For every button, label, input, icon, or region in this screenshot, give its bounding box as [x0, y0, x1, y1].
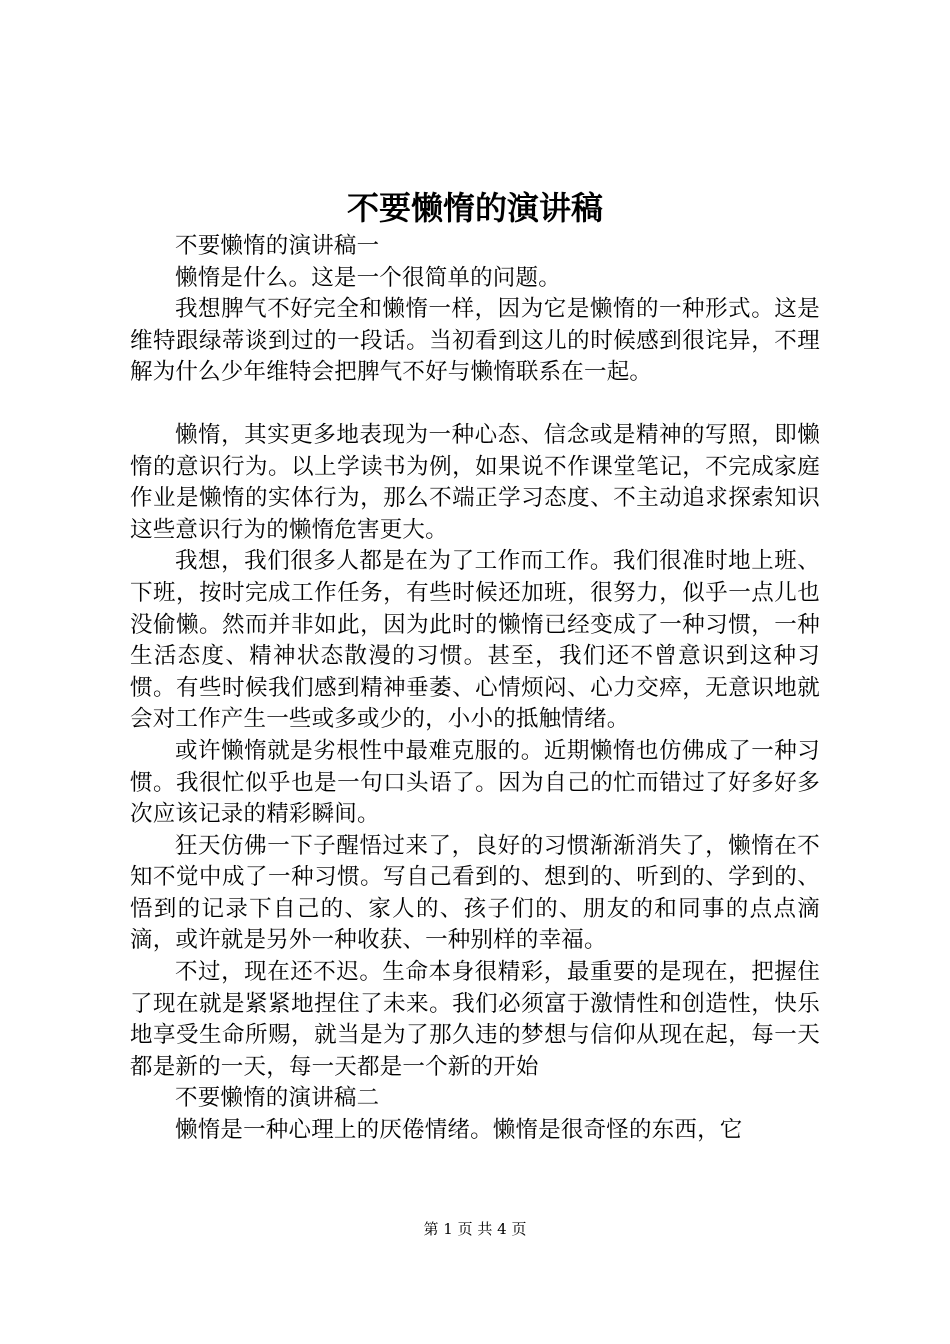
paragraph: 我想脾气不好完全和懒惰一样，因为它是懒惰的一种形式。这是维特跟绿蒂谈到过的一段话。当初看到这儿的时候感到很诧异，不理解为什么少年维特会把脾气不好与懒惰联系在一起。: [130, 296, 820, 386]
section-heading-1: 不要懒惰的演讲稿一: [175, 233, 380, 259]
page-title: 不要懒惰的演讲稿: [346, 189, 603, 227]
paragraph: 狂天仿佛一下子醒悟过来了，良好的习惯渐渐消失了，懒惰在不知不觉中成了一种习惯。写自己看到的、想到的、听到的、学到的、悟到的记录下自己的、家人的、孩子们的、朋友的和同事的点点滴滴，或许就是另外一种收获、一种别样的幸福。: [130, 832, 820, 954]
document-body: [130, 231, 820, 1147]
paragraph: 懒惰是什么。这是一个很简单的问题。: [175, 264, 561, 291]
paragraph: 不过，现在还不迟。生命本身很精彩，最重要的是现在，把握住了现在就是紧紧地捏住了未来。我们必须富于激情性和创造性，快乐地享受生命所赐，就当是为了那久违的梦想与信仰从现在起，每一天都是新的一天，每一天都是一个新的开始: [130, 959, 820, 1080]
paragraph: 懒惰，其实更多地表现为一种心态、信念或是精神的写照，即懒惰的意识行为。以上学读书为例，如果说不作课堂笔记，不完成家庭作业是懒惰的实体行为，那么不端正学习态度、不主动追求探索知识这些意识行为的懒惰危害更大。: [130, 421, 820, 543]
paragraph: 或许懒惰就是劣根性中最难克服的。近期懒惰也仿佛成了一种习惯。我很忙似乎也是一句口头语了。因为自己的忙而错过了好多好多次应该记录的精彩瞬间。: [130, 737, 820, 828]
section-heading-2: 不要懒惰的演讲稿二: [175, 1085, 380, 1112]
paragraph: 懒惰是一种心理上的厌倦情绪。懒惰是很奇怪的东西，它: [175, 1117, 743, 1144]
paragraph: 我想，我们很多人都是在为了工作而工作。我们很准时地上班、下班，按时完成工作任务，有些时候还加班，很努力，似乎一点儿也没偷懒。然而并非如此，因为此时的懒惰已经变成了一种习惯，一种生活态度、精神状态散漫的习惯。甚至，我们还不曾意识到这种习惯。有些时候我们感到精神垂萎、心情烦闷、心力交瘁，无意识地就会对工作产生一些或多或少的，小小的抵触情绪。: [130, 548, 820, 733]
page-footer: 第 1 页 共 4 页: [423, 1220, 527, 1238]
